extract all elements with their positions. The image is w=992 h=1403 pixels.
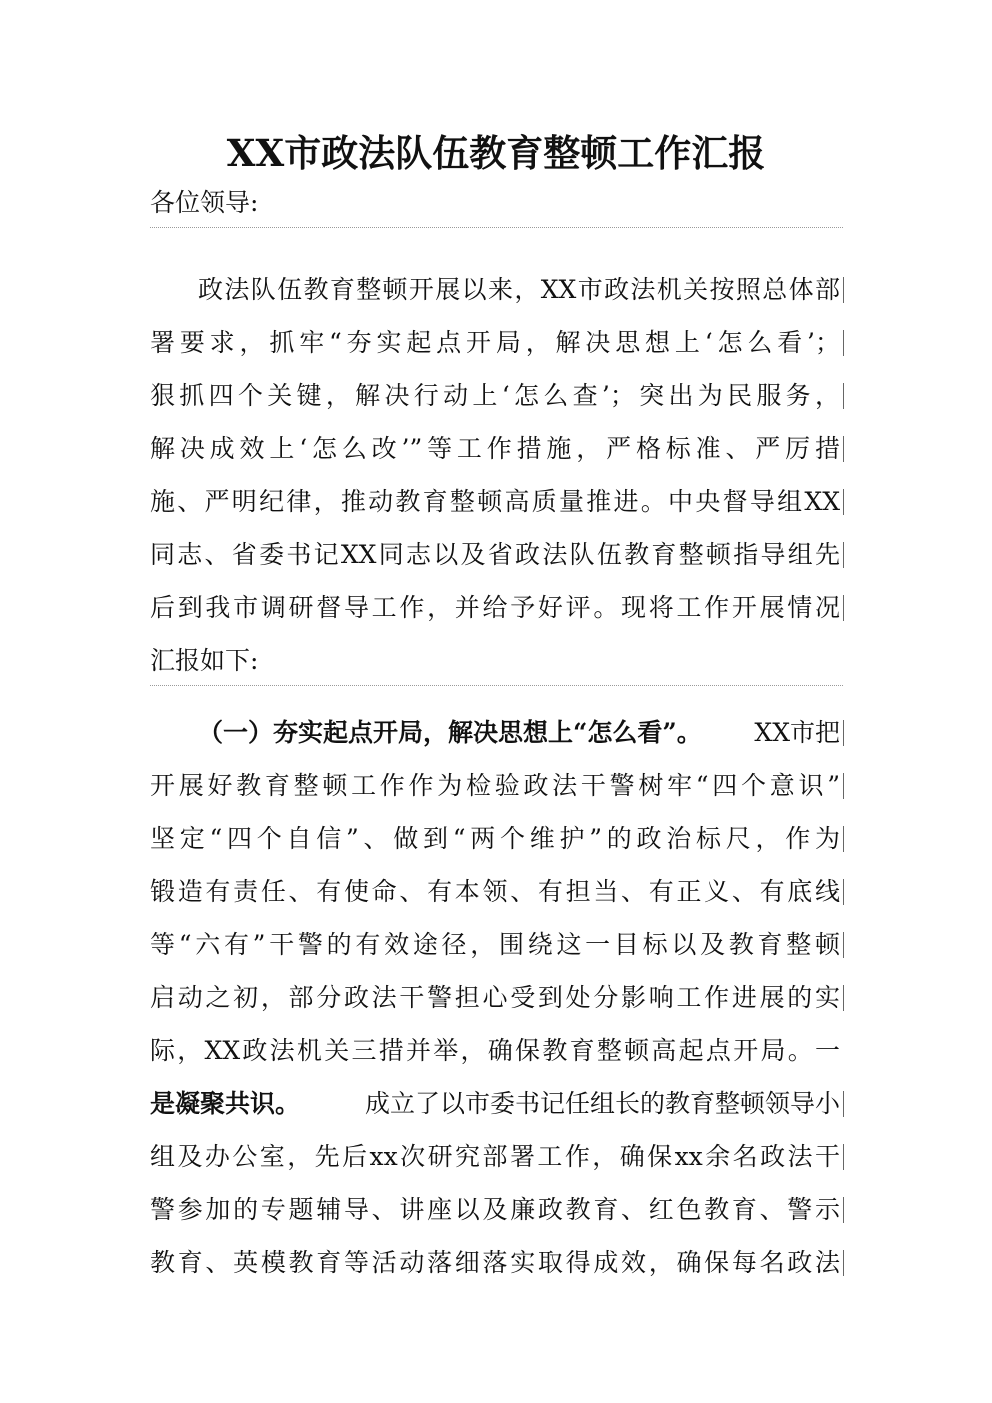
section-heading: （一）夯实起点开局，解决思想上“怎么看”。 <box>198 718 702 747</box>
paragraph-separator <box>150 227 843 228</box>
line-end-marker <box>843 489 844 515</box>
paragraph-line: 警参加的专题辅导、讲座以及廉政教育、红色教育、警示 <box>150 1195 840 1224</box>
line-end-marker <box>843 773 844 799</box>
document-title: XX市政法队伍教育整顿工作汇报 <box>226 131 766 175</box>
paragraph-line: 际，XX政法机关三措并举，确保教育整顿高起点开局。一 <box>150 1036 840 1065</box>
line-end-marker <box>843 595 844 621</box>
paragraph-line: 后到我市调研督导工作，并给予好评。现将工作开展情况 <box>150 593 840 622</box>
line-end-marker <box>843 1197 844 1223</box>
paragraph-line: 坚定“四个自信”、做到“两个维护”的政治标尺，作为 <box>150 824 840 853</box>
line-end-marker <box>843 1091 844 1117</box>
section-heading-rest: XX市把 <box>754 718 840 747</box>
paragraph-line: 狠抓四个关键，解决行动上‘怎么查’；突出为民服务， <box>150 381 840 410</box>
line-end-marker <box>843 277 844 303</box>
paragraph-line: 开展好教育整顿工作作为检验政法干警树牢“四个意识” <box>150 771 840 800</box>
line-end-marker <box>843 720 844 746</box>
paragraph-line: 组及办公室，先后xx次研究部署工作，确保xx余名政法干 <box>150 1142 840 1171</box>
line-end-marker <box>843 1250 844 1276</box>
paragraph-line <box>150 1077 840 1131</box>
line-end-marker <box>843 985 844 1011</box>
paragraph-line: 锻造有责任、有使命、有本领、有担当、有正义、有底线 <box>150 877 840 906</box>
paragraph-line: 同志、省委书记XX同志以及省政法队伍教育整顿指导组先 <box>150 540 840 569</box>
line-end-marker <box>843 932 844 958</box>
paragraph-line: 汇报如下: <box>150 646 259 675</box>
salutation: 各位领导: <box>150 188 259 217</box>
paragraph-line: 政法队伍教育整顿开展以来，XX市政法机关按照总体部 <box>198 275 840 304</box>
line-end-marker <box>843 879 844 905</box>
paragraph-line: 等“六有”干警的有效途径，围绕这一目标以及教育整顿 <box>150 930 840 959</box>
paragraph-line: 署要求，抓牢“夯实起点开局，解决思想上‘怎么看’； <box>150 328 840 357</box>
paragraph-line: 启动之初，部分政法干警担心受到处分影响工作进展的实 <box>150 983 840 1012</box>
line-end-marker <box>843 330 844 356</box>
point-label: 是凝聚共识。 <box>150 1089 301 1118</box>
line-end-marker <box>843 1144 844 1170</box>
section-heading-line <box>198 706 840 760</box>
paragraph-line: 教育、英模教育等活动落细落实取得成效，确保每名政法 <box>150 1248 840 1277</box>
line-end-marker <box>843 542 844 568</box>
line-end-marker <box>843 383 844 409</box>
paragraph-separator <box>150 685 843 686</box>
line-end-marker <box>843 436 844 462</box>
point-text: 成立了以市委书记任组长的教育整顿领导小 <box>364 1089 840 1118</box>
line-end-marker <box>843 826 844 852</box>
paragraph-line: 施、严明纪律，推动教育整顿高质量推进。中央督导组XX <box>150 487 840 516</box>
paragraph-line: 解决成效上‘怎么改’”等工作措施，严格标准、严厉措 <box>150 434 840 463</box>
